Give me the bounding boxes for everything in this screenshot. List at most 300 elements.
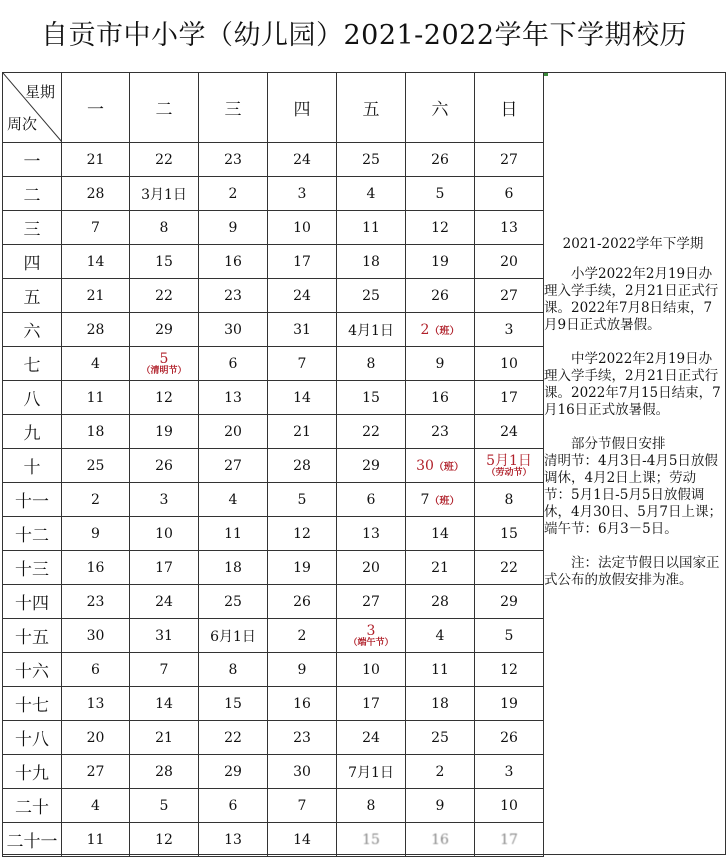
date-value: 17 <box>362 695 380 712</box>
date-cell <box>475 517 544 551</box>
date-cell <box>62 415 130 449</box>
date-value: 20 <box>86 729 105 746</box>
legal-holiday-note: 注：法定节假日以国家正式公布的放假安排为准。 <box>544 555 720 588</box>
date-value: 28 <box>293 457 311 474</box>
date-cell <box>199 789 268 823</box>
date-value: 7 <box>297 355 307 372</box>
date-value: 4 <box>228 491 238 508</box>
date-value: 20 <box>224 423 242 440</box>
date-value: 3 <box>159 491 169 508</box>
date-cell <box>406 687 475 721</box>
date-cell <box>337 653 406 687</box>
holiday-name: （端午节） <box>348 637 394 648</box>
date-cell <box>199 551 268 585</box>
date-cell <box>199 449 268 483</box>
date-value: 25 <box>431 729 449 746</box>
date-cell <box>62 653 130 687</box>
date-cell <box>62 585 130 619</box>
date-value: 5 <box>159 797 169 814</box>
date-value: 2 <box>91 491 100 508</box>
date-cell <box>406 721 475 755</box>
date-cell <box>62 551 130 585</box>
date-cell <box>199 823 268 857</box>
day-header-tue: 二 <box>130 73 199 143</box>
date-value: 21 <box>86 151 105 168</box>
date-value: 8 <box>159 219 169 236</box>
day-header-fri: 五 <box>337 73 406 143</box>
date-value: 17 <box>500 389 518 406</box>
date-value: 13 <box>224 389 242 406</box>
date-value: 19 <box>155 423 173 440</box>
date-cell <box>62 823 130 857</box>
date-value: 5 <box>504 627 514 644</box>
date-cell <box>199 245 268 279</box>
date-value: 6 <box>504 185 514 202</box>
date-value: 5 <box>159 350 169 367</box>
date-value: 23 <box>224 151 242 168</box>
week-row <box>3 347 544 381</box>
date-cell <box>268 721 337 755</box>
date-cell <box>337 449 406 483</box>
date-cell <box>337 415 406 449</box>
date-cell <box>62 483 130 517</box>
date-value: 4 <box>91 797 100 814</box>
week-row <box>3 415 544 449</box>
week-row <box>3 313 544 347</box>
week-row <box>3 279 544 313</box>
date-cell <box>268 551 337 585</box>
week-number-cell: 七 <box>3 347 62 381</box>
date-cell <box>406 381 475 415</box>
date-cell <box>130 449 199 483</box>
date-value: 24 <box>293 287 311 304</box>
date-value: 3 <box>366 622 376 639</box>
date-cell <box>475 347 544 381</box>
date-value: 24 <box>500 423 518 440</box>
date-cell <box>337 483 406 517</box>
date-value: 4 <box>366 185 376 202</box>
date-cell <box>268 619 337 653</box>
date-value: 3月1日 <box>141 186 187 203</box>
date-value: 21 <box>155 729 173 746</box>
date-value: 13 <box>362 525 380 542</box>
date-value: 30 <box>224 321 242 338</box>
week-axis-label: 周次 <box>7 115 38 133</box>
date-cell <box>199 755 268 789</box>
date-value: 22 <box>362 423 380 440</box>
date-cell <box>130 551 199 585</box>
date-value: 15 <box>224 695 242 712</box>
date-cell <box>475 823 544 857</box>
date-value: 23 <box>86 593 105 610</box>
date-cell <box>475 551 544 585</box>
date-value: 7 <box>91 219 100 236</box>
date-cell <box>475 381 544 415</box>
week-number-cell: 十六 <box>3 653 62 687</box>
date-cell <box>268 381 337 415</box>
date-value: 30 <box>86 627 105 644</box>
week-number-cell: 十二 <box>3 517 62 551</box>
date-cell <box>130 619 199 653</box>
date-value: 25 <box>86 457 105 474</box>
date-cell <box>268 245 337 279</box>
date-cell <box>130 381 199 415</box>
date-cell <box>337 823 406 857</box>
date-value: 6 <box>228 355 238 372</box>
notes-heading: 2021-2022学年下学期 <box>562 236 704 252</box>
date-value: 11 <box>362 219 380 236</box>
date-cell <box>337 551 406 585</box>
date-value: 24 <box>293 151 311 168</box>
date-cell <box>62 381 130 415</box>
date-value: 11 <box>86 389 105 406</box>
date-cell <box>337 211 406 245</box>
week-number-cell: 四 <box>3 245 62 279</box>
date-cell <box>130 177 199 211</box>
date-value: 14 <box>293 389 311 406</box>
date-value: 16 <box>224 253 242 270</box>
date-value: 29 <box>500 593 518 610</box>
date-cell <box>199 415 268 449</box>
date-value: 6 <box>366 491 376 508</box>
date-value: 30 <box>416 457 434 474</box>
date-cell <box>475 687 544 721</box>
date-value: 25 <box>362 151 380 168</box>
date-value: 27 <box>362 593 380 610</box>
date-cell <box>130 245 199 279</box>
date-value: 27 <box>86 763 105 780</box>
date-cell <box>337 245 406 279</box>
date-value: 28 <box>431 593 449 610</box>
middle-school-note: 中学2022年2月19日办理入学手续，2月21日正式行课。2022年7月15日结束，7月16日正式放暑假。 <box>544 351 721 418</box>
date-cell <box>62 177 130 211</box>
date-value: 12 <box>431 219 449 236</box>
date-value: 21 <box>293 423 311 440</box>
date-cell <box>199 211 268 245</box>
week-row <box>3 449 544 483</box>
date-value: 3 <box>504 763 514 780</box>
date-cell <box>130 653 199 687</box>
date-value: 4 <box>435 627 445 644</box>
date-cell <box>475 483 544 517</box>
date-value: 14 <box>431 525 449 542</box>
date-value: 5 <box>435 185 445 202</box>
date-cell <box>268 755 337 789</box>
date-cell <box>337 619 406 653</box>
week-number-cell: 十七 <box>3 687 62 721</box>
date-value: 4月1日 <box>348 322 394 339</box>
holiday-arrangement-text: 清明节：4月3日-4月5日放假调休，4月2日上课；劳动节：5月1日-5月5日放假调休，4月30日、5月7日上课；端午节：6月3－5日。 <box>544 453 722 537</box>
date-cell <box>199 347 268 381</box>
week-number-cell: 一 <box>3 143 62 177</box>
date-cell <box>337 347 406 381</box>
day-header-sun: 日 <box>475 73 544 143</box>
date-value: 23 <box>224 287 242 304</box>
date-value: 25 <box>224 593 242 610</box>
date-cell <box>406 517 475 551</box>
date-cell <box>199 585 268 619</box>
date-value: 22 <box>500 559 518 576</box>
date-value: 20 <box>500 253 518 270</box>
date-value: 15 <box>362 831 380 848</box>
date-value: 30 <box>293 763 311 780</box>
date-cell <box>337 279 406 313</box>
date-cell <box>406 551 475 585</box>
date-cell <box>475 585 544 619</box>
date-cell <box>406 619 475 653</box>
week-row <box>3 517 544 551</box>
date-cell <box>62 245 130 279</box>
date-cell <box>268 483 337 517</box>
week-row <box>3 789 544 823</box>
date-cell <box>406 449 475 483</box>
date-cell <box>268 177 337 211</box>
date-value: 31 <box>293 321 311 338</box>
date-value: 28 <box>86 321 105 338</box>
date-cell <box>62 755 130 789</box>
week-row <box>3 653 544 687</box>
date-value: 16 <box>86 559 105 576</box>
date-cell <box>130 687 199 721</box>
date-cell <box>406 585 475 619</box>
date-cell <box>130 279 199 313</box>
date-value: 29 <box>224 763 242 780</box>
date-value: 28 <box>155 763 173 780</box>
decorative-mark <box>544 73 548 76</box>
date-value: 8 <box>228 661 238 678</box>
date-value: 7月1日 <box>348 764 394 781</box>
date-value: 27 <box>500 287 518 304</box>
date-value: 15 <box>362 389 380 406</box>
date-value: 16 <box>293 695 311 712</box>
date-value: 8 <box>504 491 514 508</box>
date-value: 8 <box>366 355 376 372</box>
date-cell <box>475 143 544 177</box>
date-cell <box>62 347 130 381</box>
date-cell <box>62 279 130 313</box>
date-cell <box>475 415 544 449</box>
date-cell <box>406 483 475 517</box>
week-number-cell: 十九 <box>3 755 62 789</box>
week-row <box>3 177 544 211</box>
date-value: 12 <box>155 831 173 848</box>
week-row <box>3 143 544 177</box>
date-value: 10 <box>362 661 380 678</box>
date-cell <box>268 347 337 381</box>
date-value: 10 <box>155 525 173 542</box>
date-cell <box>406 789 475 823</box>
week-row <box>3 687 544 721</box>
date-cell <box>62 721 130 755</box>
week-row <box>3 585 544 619</box>
date-cell <box>268 279 337 313</box>
date-value: 29 <box>155 321 173 338</box>
date-value: 23 <box>293 729 311 746</box>
date-cell <box>199 653 268 687</box>
date-cell <box>268 415 337 449</box>
date-cell <box>130 721 199 755</box>
date-cell <box>475 619 544 653</box>
date-cell <box>337 789 406 823</box>
week-number-cell: 三 <box>3 211 62 245</box>
date-cell <box>268 211 337 245</box>
date-value: 10 <box>500 355 518 372</box>
week-number-cell: 十一 <box>3 483 62 517</box>
date-value: 15 <box>500 525 518 542</box>
week-number-cell: 八 <box>3 381 62 415</box>
week-row <box>3 823 544 857</box>
date-value: 18 <box>362 253 380 270</box>
date-cell <box>406 653 475 687</box>
date-value: 22 <box>224 729 242 746</box>
week-number-cell: 十三 <box>3 551 62 585</box>
date-value: 24 <box>362 729 380 746</box>
day-header-sat: 六 <box>406 73 475 143</box>
week-number-cell: 五 <box>3 279 62 313</box>
date-cell <box>130 211 199 245</box>
week-number-cell: 九 <box>3 415 62 449</box>
week-row <box>3 381 544 415</box>
date-value: 26 <box>500 729 518 746</box>
date-cell <box>199 483 268 517</box>
week-row <box>3 483 544 517</box>
date-value: 20 <box>362 559 380 576</box>
date-cell <box>62 687 130 721</box>
week-row <box>3 721 544 755</box>
date-cell <box>199 619 268 653</box>
week-number-cell: 十五 <box>3 619 62 653</box>
date-cell <box>130 823 199 857</box>
date-cell <box>130 483 199 517</box>
date-cell <box>130 755 199 789</box>
date-value: 22 <box>155 287 173 304</box>
date-value: 9 <box>228 219 238 236</box>
date-value: 26 <box>155 457 173 474</box>
date-cell <box>475 721 544 755</box>
holiday-arrangement-title: 部分节假日安排 <box>571 436 666 452</box>
date-value: 19 <box>500 695 518 712</box>
date-cell <box>337 517 406 551</box>
date-value: 18 <box>86 423 105 440</box>
date-value: 16 <box>431 831 449 848</box>
date-cell <box>475 245 544 279</box>
date-value: 9 <box>435 797 445 814</box>
date-cell <box>337 755 406 789</box>
date-cell <box>268 313 337 347</box>
week-row <box>3 755 544 789</box>
date-cell <box>268 517 337 551</box>
date-cell <box>199 313 268 347</box>
date-value: 27 <box>224 457 242 474</box>
date-cell <box>406 823 475 857</box>
date-cell <box>199 721 268 755</box>
date-value: 12 <box>500 661 518 678</box>
date-cell <box>62 313 130 347</box>
date-cell <box>337 721 406 755</box>
date-cell <box>406 177 475 211</box>
date-cell <box>475 449 544 483</box>
date-cell <box>337 177 406 211</box>
date-cell <box>268 653 337 687</box>
date-cell <box>130 789 199 823</box>
date-value: 31 <box>155 627 173 644</box>
primary-school-note: 小学2022年2月19日办理入学手续，2月21日正式行课。2022年7月8日结束，7月9日正式放暑假。 <box>544 266 719 333</box>
date-value: 17 <box>155 559 173 576</box>
date-cell <box>475 211 544 245</box>
date-cell <box>62 449 130 483</box>
workday-marker: （班） <box>429 495 460 507</box>
week-number-cell: 二十一 <box>3 823 62 857</box>
date-cell <box>130 585 199 619</box>
date-cell <box>199 143 268 177</box>
date-cell <box>475 177 544 211</box>
date-value: 13 <box>500 219 518 236</box>
date-value: 6月1日 <box>210 628 256 645</box>
date-value: 7 <box>420 491 430 508</box>
date-cell <box>199 687 268 721</box>
date-value: 5 <box>297 491 307 508</box>
date-value: 24 <box>155 593 173 610</box>
date-value: 3 <box>504 321 514 338</box>
date-cell <box>268 789 337 823</box>
date-value: 14 <box>86 253 105 270</box>
page-title: 自贡市中小学（幼儿园）2021-2022学年下学期校历 <box>40 20 688 51</box>
date-cell <box>337 585 406 619</box>
date-value: 3 <box>297 185 307 202</box>
date-cell <box>406 347 475 381</box>
date-cell <box>406 313 475 347</box>
week-number-cell: 十四 <box>3 585 62 619</box>
date-value: 11 <box>86 831 105 848</box>
date-value: 4 <box>91 355 100 372</box>
date-value: 11 <box>431 661 449 678</box>
date-value: 17 <box>500 831 518 848</box>
date-value: 22 <box>155 151 173 168</box>
date-value: 29 <box>362 457 380 474</box>
date-cell <box>130 347 199 381</box>
date-value: 12 <box>155 389 173 406</box>
weekday-axis-label: 星期 <box>24 83 55 101</box>
date-cell <box>406 245 475 279</box>
day-header-thu: 四 <box>268 73 337 143</box>
date-value: 7 <box>159 661 169 678</box>
date-value: 19 <box>431 253 449 270</box>
date-value: 15 <box>155 253 173 270</box>
date-cell <box>475 789 544 823</box>
date-cell <box>268 823 337 857</box>
date-value: 18 <box>431 695 449 712</box>
week-number-cell: 十 <box>3 449 62 483</box>
week-number-cell: 二十 <box>3 789 62 823</box>
date-value: 9 <box>91 525 100 542</box>
date-cell <box>199 381 268 415</box>
date-cell <box>62 211 130 245</box>
date-cell <box>475 653 544 687</box>
date-value: 26 <box>431 151 449 168</box>
date-value: 17 <box>293 253 311 270</box>
date-value: 9 <box>297 661 307 678</box>
date-cell <box>337 687 406 721</box>
date-cell <box>406 211 475 245</box>
date-value: 8 <box>366 797 376 814</box>
week-number-cell: 十八 <box>3 721 62 755</box>
date-value: 23 <box>431 423 449 440</box>
date-cell <box>268 143 337 177</box>
holiday-name: （清明节） <box>141 365 187 376</box>
date-value: 5月1日 <box>486 452 532 469</box>
date-cell <box>199 177 268 211</box>
date-value: 12 <box>293 525 311 542</box>
